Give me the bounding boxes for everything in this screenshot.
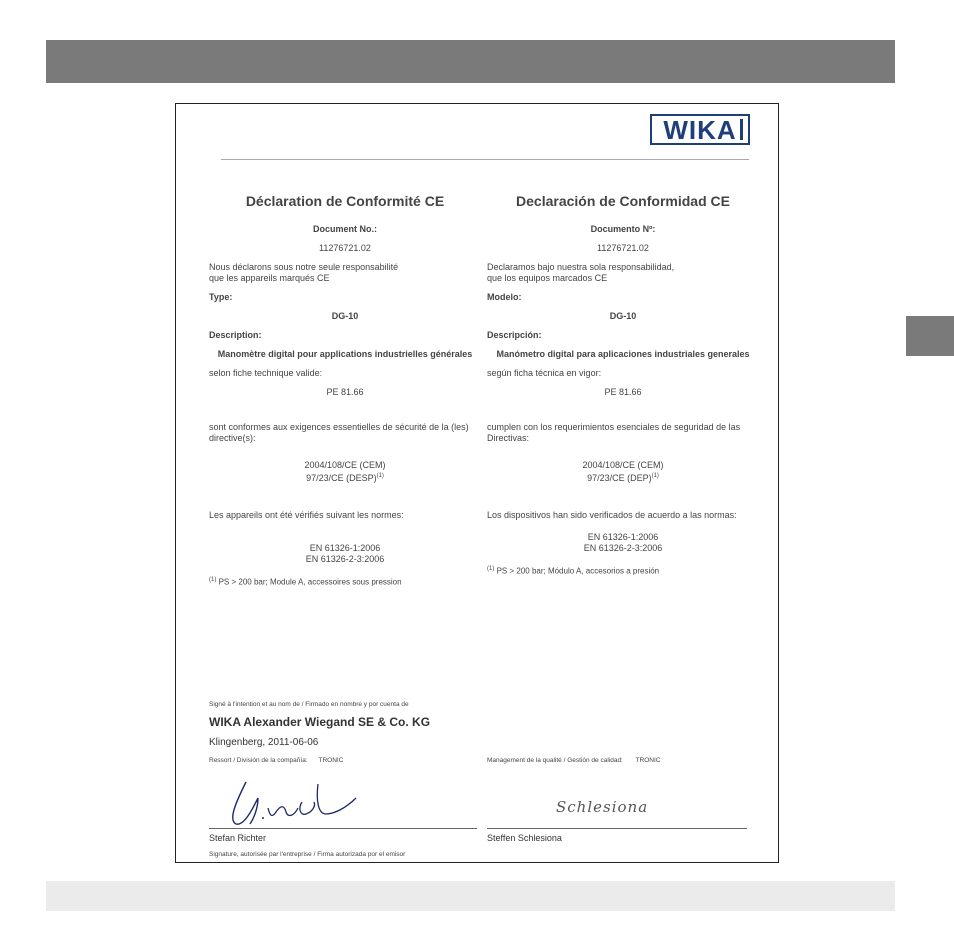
left-desc-value: Manomètre digital pour applications industrielles générales: [217, 349, 473, 359]
right-type-value: DG-10: [609, 311, 637, 321]
left-desc-label: Description:: [209, 330, 262, 340]
right-directive-1: 2004/108/CE (CEM): [582, 460, 664, 470]
right-declaration-2: que los equipos marcados CE: [487, 273, 608, 283]
spanish-column: [487, 192, 759, 577]
place-date: Klingenberg, 2011-06-06: [209, 737, 319, 748]
signed-text: Signé à l'intention et au nom de / Firmado en nombre y por cuenta de: [209, 701, 409, 708]
french-column: [209, 192, 481, 588]
left-doc-number: 11276721.02: [319, 243, 371, 253]
company-name: WIKA Alexander Wiegand SE & Co. KG: [209, 715, 431, 729]
right-declaration-1: Declaramos bajo nuestra sola responsabilidad,: [487, 262, 675, 272]
left-type-label: Type:: [209, 292, 233, 302]
right-division-value: TRONIC: [635, 757, 661, 764]
right-division-label: Management de la qualité / Gestión de calidad:: [487, 757, 623, 764]
right-footnote: PS > 200 bar; Módulo A, accesorios a presión: [496, 566, 660, 576]
left-footnote-sup: (1): [209, 577, 217, 583]
declaration-document: [175, 103, 779, 863]
left-datasheet-label: selon fiche technique valide:: [209, 368, 323, 378]
right-doc-label: Documento Nº:: [590, 224, 656, 234]
right-footnote-sup: (1): [487, 566, 495, 572]
right-signer-name: Steffen Schlesiona: [487, 833, 562, 843]
right-norms-text: Los dispositivos han sido verificados de acuerdo a las normas:: [487, 510, 737, 520]
left-signer-name: Stefan Richter: [209, 833, 267, 843]
left-division-row: [209, 755, 343, 766]
logo-bar: [740, 119, 743, 140]
right-datasheet-label: según ficha técnica en vigor:: [487, 368, 602, 378]
left-directive-sup: (1): [376, 473, 384, 479]
left-norms-text: Les appareils ont été vérifiés suivant les normes:: [209, 510, 404, 520]
wika-logo: [650, 114, 750, 145]
right-directive-sup: (1): [651, 473, 659, 479]
right-division-row: [487, 755, 660, 766]
right-doc-number: 11276721.02: [597, 243, 649, 253]
left-directive-1: 2004/108/CE (CEM): [304, 460, 386, 470]
right-norm-1: EN 61326-1:2006: [587, 532, 659, 542]
left-division-label: Ressort / División de la compañía:: [209, 757, 308, 764]
left-declaration-2: que les appareils marqués CE: [209, 273, 330, 283]
left-conform-text: sont conformes aux exigences essentielles de sécurité de la (les) directive(s):: [209, 422, 469, 443]
right-conform-text: cumplen con los requerimientos esenciales de seguridad de las Directivas:: [487, 422, 741, 443]
left-declaration-1: Nous déclarons sous notre seule responsabilité: [209, 262, 399, 272]
left-signature-line: [209, 828, 477, 829]
left-type-value: DG-10: [331, 311, 359, 321]
side-tab: [906, 316, 954, 356]
header-rule: [221, 159, 749, 160]
left-title: Déclaration de Conformité CE: [245, 193, 445, 209]
left-directive-2-row: [209, 471, 481, 484]
authorized-text: Signature, autorisée par l'entreprise / Firma autorizada por el emisor: [209, 851, 406, 858]
right-directive-2-row: [487, 471, 759, 484]
header-bar: [46, 40, 895, 83]
left-handwritten-signature: [206, 772, 396, 832]
right-desc-label: Descripción:: [487, 330, 542, 340]
right-directive-2: 97/23/CE (DEP): [587, 473, 652, 483]
left-directive-2: 97/23/CE (DESP): [306, 473, 377, 483]
right-footnote-row: [487, 564, 759, 577]
right-title: Declaración de Conformidad CE: [516, 193, 730, 209]
left-norm-2: EN 61326-2-3:2006: [305, 554, 385, 564]
left-division-value: TRONIC: [318, 757, 344, 764]
left-doc-label: Document No.:: [313, 224, 377, 234]
right-datasheet-value: PE 81.66: [604, 387, 642, 397]
left-footnote: PS > 200 bar; Module A, accessoires sous pression: [218, 577, 402, 587]
right-handwritten-signature: Schlesiona: [556, 798, 649, 816]
right-desc-value: Manómetro digital para aplicaciones industriales generales: [496, 349, 750, 359]
footer-bar: [46, 881, 895, 911]
left-footnote-row: [209, 575, 481, 588]
right-signature-line: [487, 828, 747, 829]
logo-text: WIKA: [663, 114, 737, 145]
right-type-label: Modelo:: [487, 292, 522, 302]
left-datasheet-value: PE 81.66: [326, 387, 364, 397]
right-norm-2: EN 61326-2-3:2006: [583, 543, 663, 553]
left-norm-1: EN 61326-1:2006: [309, 543, 381, 553]
